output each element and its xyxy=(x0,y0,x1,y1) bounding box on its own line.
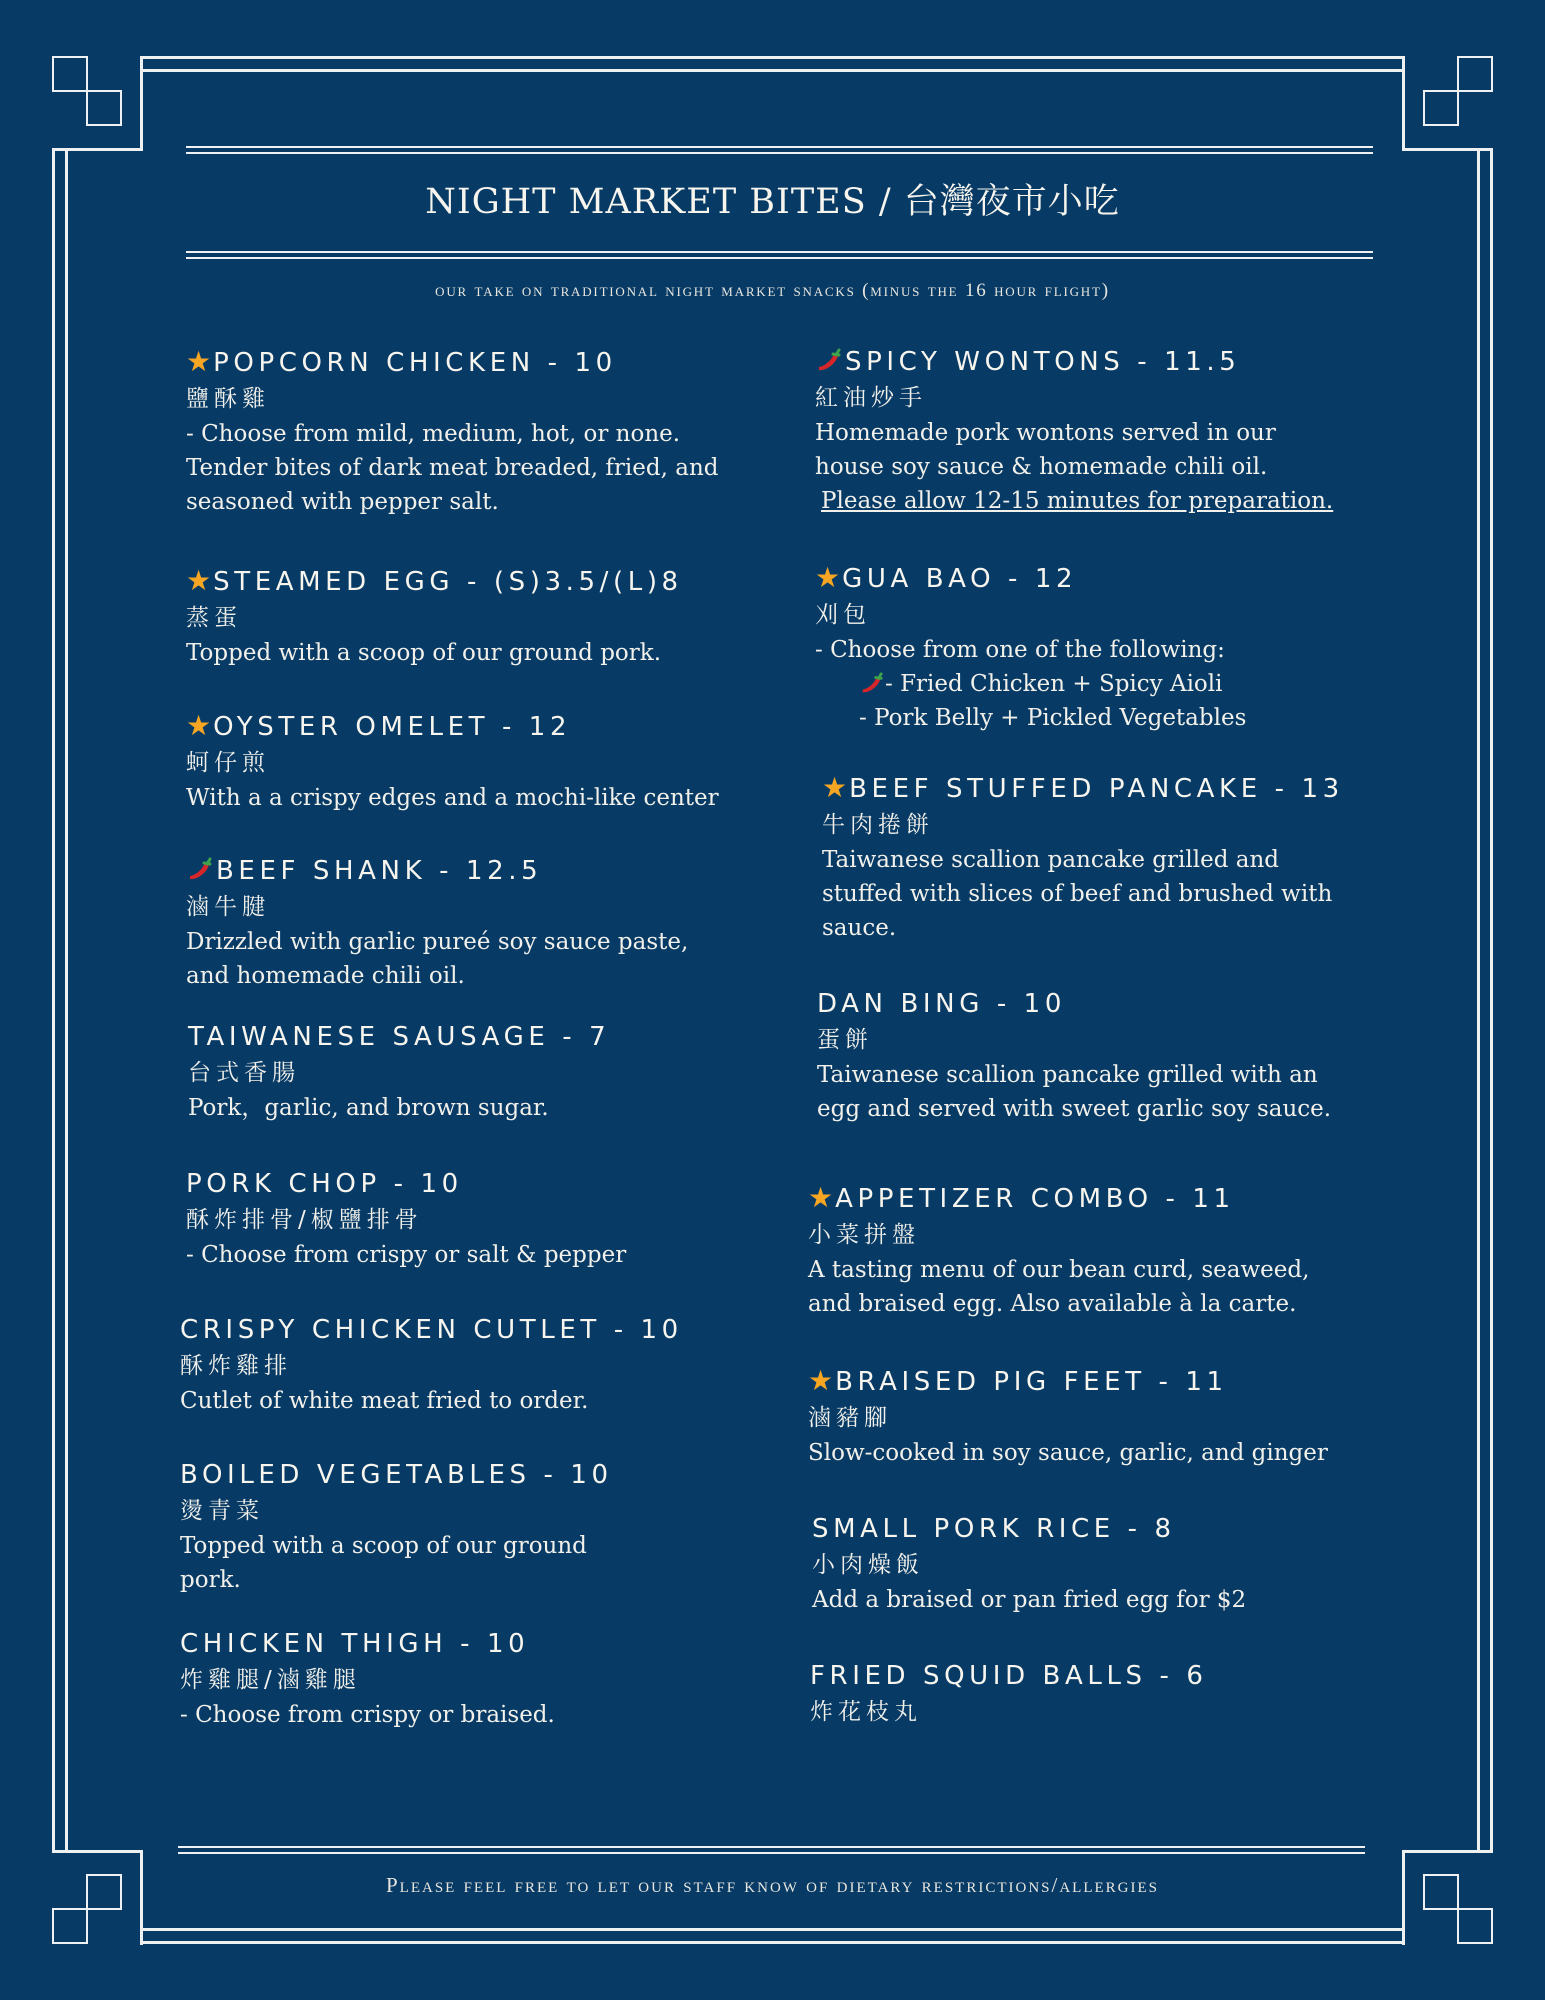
item-name: CHICKEN THIGH - 10 xyxy=(180,1629,530,1659)
item-chinese-name: 台式香腸 xyxy=(188,1060,300,1086)
menu-item-dan-bing xyxy=(817,986,1331,1126)
menu-item-braised-pig-feet xyxy=(808,1363,1328,1470)
item-chinese-name: 蚵仔煎 xyxy=(186,750,270,776)
item-name: STEAMED EGG - (S)3.5/(L)8 xyxy=(213,567,683,597)
item-chinese-name: 酥炸排骨/椒鹽排骨 xyxy=(186,1207,423,1233)
item-description: Add a braised or pan fried egg for $2 xyxy=(812,1587,1247,1613)
item-name: BOILED VEGETABLES - 10 xyxy=(180,1460,613,1490)
preparation-note: Please allow 12-15 minutes for preparation. xyxy=(821,488,1334,514)
item-name: BRAISED PIG FEET - 11 xyxy=(835,1367,1228,1397)
menu-title: NIGHT MARKET BITES / 台灣夜市小吃 xyxy=(425,182,1120,222)
item-chinese-name: 炸花枝丸 xyxy=(810,1699,922,1725)
menu-item-chicken-thigh xyxy=(180,1626,555,1732)
item-name: TAIWANESE SAUSAGE - 7 xyxy=(188,1022,611,1052)
menu-item-boiled-vegetables xyxy=(180,1457,613,1597)
chili-pepper-icon xyxy=(859,671,885,695)
star-icon: ★ xyxy=(815,561,841,594)
item-chinese-name: 酥炸雞排 xyxy=(180,1353,292,1379)
star-icon: ★ xyxy=(822,771,848,804)
item-chinese-name: 燙青菜 xyxy=(180,1498,264,1524)
item-chinese-name: 蒸蛋 xyxy=(186,605,242,631)
menu-item-gua-bao xyxy=(815,560,1246,735)
item-name: FRIED SQUID BALLS - 6 xyxy=(810,1661,1208,1691)
item-description: - Choose from crispy or salt & pepper xyxy=(186,1242,627,1268)
item-description: Taiwanese scallion pancake grilled with an egg and served with sweet garlic soy sauce. xyxy=(817,1062,1332,1122)
menu-item-steamed-egg xyxy=(186,563,683,670)
item-name: DAN BING - 10 xyxy=(817,989,1066,1019)
star-icon: ★ xyxy=(186,564,212,597)
star-icon: ★ xyxy=(186,709,212,742)
item-chinese-name: 鹽酥雞 xyxy=(186,386,270,412)
star-icon: ★ xyxy=(808,1181,834,1214)
item-description: Topped with a scoop of our ground pork. xyxy=(180,1533,587,1593)
item-name: POPCORN CHICKEN - 10 xyxy=(213,348,617,378)
star-icon: ★ xyxy=(186,345,212,378)
dietary-footer-note: Please feel free to let our staff know of dietary restrictions/allergies xyxy=(385,1873,1159,1897)
option-pork-belly: - Pork Belly + Pickled Vegetables xyxy=(859,705,1247,731)
item-chinese-name: 牛肉捲餅 xyxy=(822,812,934,838)
item-name: APPETIZER COMBO - 11 xyxy=(835,1184,1235,1214)
item-description: Homemade pork wontons served in our house soy sauce & homemade chili oil. xyxy=(815,420,1276,480)
item-chinese-name: 滷豬腳 xyxy=(808,1405,892,1431)
option-fried-chicken: - Fried Chicken + Spicy Aioli xyxy=(815,667,1246,701)
item-name: SMALL PORK RICE - 8 xyxy=(812,1514,1176,1544)
item-name: PORK CHOP - 10 xyxy=(186,1169,463,1199)
item-chinese-name: 炸雞腿/滷雞腿 xyxy=(180,1667,361,1693)
menu-item-crispy-chicken-cutlet xyxy=(180,1312,683,1418)
menu-subtitle: our take on traditional night market snacks (minus the 16 hour flight) xyxy=(435,280,1110,301)
menu-item-appetizer-combo xyxy=(808,1180,1309,1321)
item-chinese-name: 小菜拼盤 xyxy=(808,1222,920,1248)
menu-item-popcorn-chicken xyxy=(186,344,719,519)
item-chinese-name: 蛋餅 xyxy=(817,1027,873,1053)
item-description: Topped with a scoop of our ground pork. xyxy=(186,640,662,666)
item-name: CRISPY CHICKEN CUTLET - 10 xyxy=(180,1315,683,1345)
item-name: SPICY WONTONS - 11.5 xyxy=(845,347,1241,377)
item-description: - Choose from one of the following: xyxy=(815,637,1225,663)
item-chinese-name: 小肉燥飯 xyxy=(812,1552,924,1578)
menu-item-beef-shank xyxy=(186,853,688,993)
menu-item-fried-squid-balls xyxy=(810,1658,1208,1730)
menu-item-taiwanese-sausage xyxy=(188,1019,610,1125)
menu-item-oyster-omelet xyxy=(186,708,719,815)
item-description: - Choose from mild, medium, hot, or none. Tender bites of dark meat breaded, fried, and seasoned with pepper salt. xyxy=(186,421,719,515)
chili-pepper-icon xyxy=(815,347,843,373)
menu-item-spicy-wontons xyxy=(815,344,1333,518)
item-description: Cutlet of white meat fried to order. xyxy=(180,1388,589,1414)
star-icon: ★ xyxy=(808,1364,834,1397)
item-description: A tasting menu of our bean curd, seaweed, and braised egg. Also available à la carte. xyxy=(808,1257,1310,1317)
item-description: With a a crispy edges and a mochi-like center xyxy=(186,785,719,811)
item-chinese-name: 滷牛腱 xyxy=(186,894,270,920)
item-name: OYSTER OMELET - 12 xyxy=(213,712,572,742)
item-description: Slow-cooked in soy sauce, garlic, and ginger xyxy=(808,1440,1328,1466)
item-description: Taiwanese scallion pancake grilled and stuffed with slices of beef and brushed with sauce. xyxy=(822,847,1333,941)
item-name: BEEF STUFFED PANCAKE - 13 xyxy=(849,774,1344,804)
item-name: BEEF SHANK - 12.5 xyxy=(216,856,543,886)
chili-pepper-icon xyxy=(186,856,214,882)
menu-item-pork-chop xyxy=(186,1166,626,1272)
item-description: Drizzled with garlic pureé soy sauce paste, and homemade chili oil. xyxy=(186,929,689,989)
item-description: - Choose from crispy or braised. xyxy=(180,1702,555,1728)
item-chinese-name: 紅油炒手 xyxy=(815,385,927,411)
menu-item-beef-stuffed-pancake xyxy=(822,770,1344,945)
menu-item-small-pork-rice xyxy=(812,1511,1246,1617)
item-name: GUA BAO - 12 xyxy=(842,564,1078,594)
item-chinese-name: 刈包 xyxy=(815,602,871,628)
item-description: Pork，garlic, and brown sugar. xyxy=(188,1095,549,1121)
